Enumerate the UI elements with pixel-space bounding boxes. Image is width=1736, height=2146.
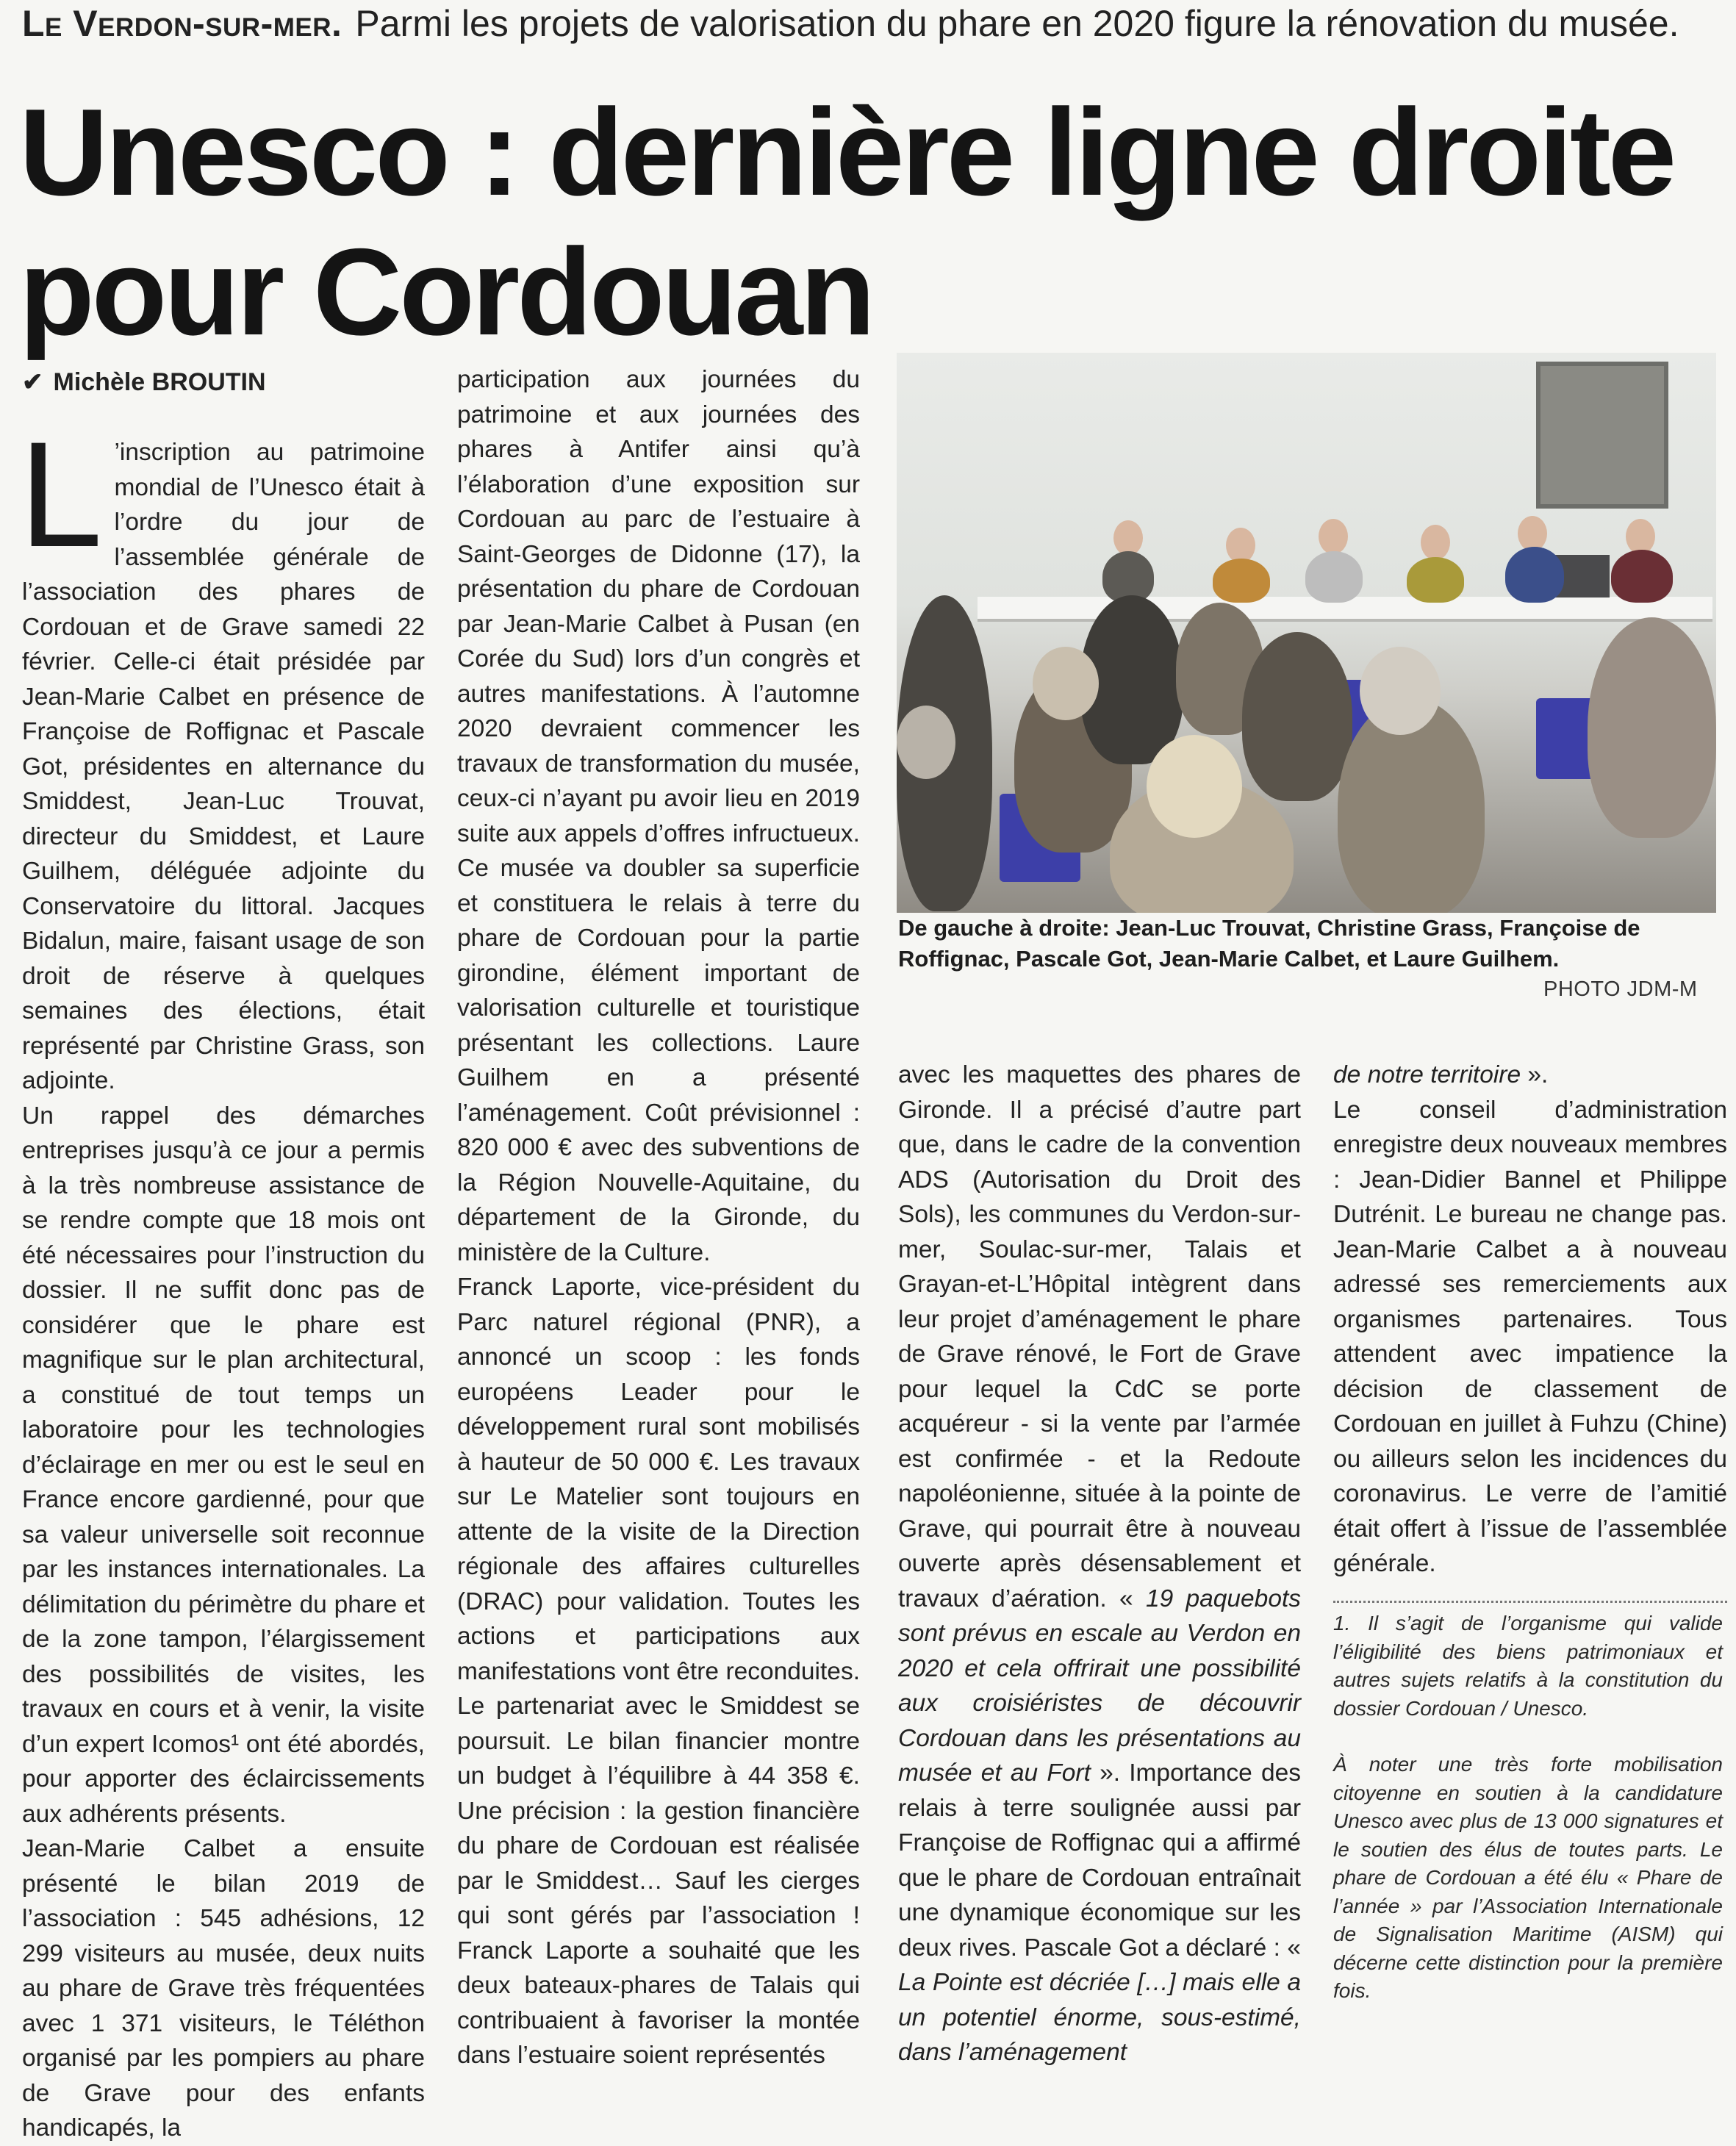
quote: 19 paquebots sont prévus en escale au Verdon en 2020 et cela offrirait une possibilité aux croisiéristes de découvrir Cordouan dans les présentations au musée et au Fort <box>898 1585 1302 1787</box>
panelist <box>1213 559 1270 603</box>
author-name: Michèle BROUTIN <box>53 368 266 396</box>
photo-credit: PHOTO JDM-M <box>1543 977 1698 1001</box>
article-paragraph <box>898 1058 1301 2070</box>
article-paragraph: Le conseil d’administration enregistre deux nouveaux membres : Jean-Didier Bannel et Philippe Dutrénit. Le bureau ne change pas. Jean-Marie Calbet a à nouveau adressé ses remerciements aux organismes partenaires. Tous attendent avec impatience la décision de classement de Cordouan en juillet à Fuhzu (Chine) ou ailleurs selon les incidences du coronavirus. Le verre de l’amitié était offert à l’issue de l’assemblée générale. <box>1333 1096 1727 1577</box>
panelist <box>1505 547 1564 603</box>
panelist-head <box>1518 516 1547 551</box>
drop-cap: L <box>19 411 103 578</box>
aside-note <box>1333 1751 1723 2006</box>
check-icon: ✔ <box>22 368 43 396</box>
panelist <box>1611 550 1673 603</box>
article-paragraph: participation aux journées du patrimoine et aux journées des phares à Antifer ainsi qu’à l’élaboration d’une exposition sur Cordouan au parc de l’estuaire à Saint-Georges de Didonne (17), la présentation du phare de Cordouan par Jean-Marie Calbet à Pusan (en Corée du Sud) lors d’un congrès et autres manifestations. À l’automne 2020 devraient commencer les travaux de transformation du musée, ceux-ci n’ayant pu avoir lieu en 2019 suite aux appels d’offres infructueux. Ce musée va doubler sa superficie et constituera le relais à terre du phare de Cordouan pour la partie girondine, élément important de valorisation culturelle et touristique présentant les collections. Laure Guilhem en a présenté l’aménagement. Coût prévisionnel : 820 000 € avec des subventions de la Région Nouvelle-Aquitaine, du département de la Gironde, du ministère de la Culture. <box>457 366 860 1266</box>
article-column-2 <box>457 362 860 2073</box>
panelist-head <box>1626 519 1655 554</box>
article-column-3 <box>898 1058 1301 2070</box>
footnote-text: 1. Il s’agit de l’organisme qui valide l’éligibilité des biens patrimoniaux et autres sujets relatifs à la constitution du dossier Cordouan / Unesco. <box>1333 1612 1723 1720</box>
aside-text: À noter une très forte mobilisation citoyenne en soutien à la candidature Unesco avec plus de 13 000 signatures et le soutien des élus de toutes parts. Le phare de Cordouan a été élu « Phare de l’année » par l’Association Internationale de Signalisation Maritime (AISM) qui décerne cette distinction pour la première fois. <box>1333 1753 1723 2002</box>
article-paragraph <box>1333 1058 1727 1093</box>
audience-head <box>1033 647 1099 720</box>
dotted-divider <box>1333 1601 1727 1603</box>
audience-head <box>897 706 955 779</box>
audience-head <box>1360 647 1441 735</box>
audience-head <box>1147 735 1242 838</box>
headline-line-2: pour Cordouan <box>19 223 873 361</box>
panelist <box>1407 557 1464 603</box>
paragraph-text: ». <box>1527 1061 1549 1088</box>
audience-member <box>1242 632 1352 801</box>
article-paragraph: Franck Laporte, vice-président du Parc naturel régional (PNR), a annoncé un scoop : les fonds européens Leader pour le développement rural sont mobilisés à hauteur de 50 000 €. Les travaux sur Le Matelier sont toujours en attente de la visite de la Direction régionale des affaires culturelles (DRAC) pour validation. Toutes les actions et participations aux manifestations vont être reconduites. Le partenariat avec le Smiddest se poursuit. Le bilan financier montre un budget à l’équilibre à 44 358 €. Une précision : la gestion financière du phare de Cordouan est réalisée par le Smiddest… Sauf les cierges qui sont gérés par l’association ! Franck Laporte a souhaité que les deux bateaux-phares de Talais qui contribuaient à favoriser la montée dans l’estuaire soient représentés <box>457 1274 860 2069</box>
panelist-head <box>1113 520 1143 556</box>
byline <box>22 366 434 398</box>
article-paragraph: Jean-Marie Calbet a ensuite présenté le bilan 2019 de l’association : 545 adhésions, 12 299 visiteurs au musée, deux nuits au phare de Grave très fréquentées avec 1 371 visiteurs, le Téléthon organisé par les pompiers au phare de Grave pour des enfants handicapés, la <box>22 1835 425 2142</box>
kicker <box>22 1 1727 46</box>
kicker-intro: Parmi les projets de valorisation du phare en 2020 figure la rénovation du musée. <box>355 3 1679 44</box>
article-column-4 <box>1333 1058 1727 1582</box>
paragraph-text: ». Importance des relais à terre soulignée aussi par Françoise de Roffignac qui a affirmé que le phare de Cordouan entraînait une dynamique économique sur les deux rives. Pascale Got a déclaré : « <box>898 1759 1302 1962</box>
headline-line-1: Unesco : dernière ligne droite <box>19 83 1674 221</box>
meeting-photo <box>897 353 1716 913</box>
paragraph-text: ’inscription au patrimoine mondial de l’Unesco était à l’ordre du jour de l’assemblée générale de l’association des phares de Cordouan et de Grave samedi 22 février. Celle-ci était présidée par Jean-Marie Calbet en présence de Françoise de Roffignac et Pascale Got, présidentes en alternance du Smiddest, Jean-Luc Trouvat, directeur du Smiddest, et Laure Guilhem, déléguée adjointe du Conservatoire du littoral. Jacques Bidalun, maire, faisant usage de son droit de réserve à quelques semaines des élections, était représenté par Christine Grass, son adjointe. <box>22 439 425 1094</box>
quote: de notre territoire <box>1333 1061 1521 1088</box>
panelist-head <box>1319 519 1348 554</box>
headline <box>19 82 1710 362</box>
kicker-location: Le Verdon-sur-mer. <box>22 3 342 44</box>
article-paragraph <box>19 411 425 1099</box>
audience-member <box>1588 617 1716 838</box>
quote: La Pointe est décriée […] mais elle a un potentiel énorme, sous-estimé, dans l’aménagement <box>898 1969 1301 2066</box>
wall-painting <box>1536 362 1668 509</box>
panelist-head <box>1421 525 1450 560</box>
article-column-1 <box>19 411 425 2146</box>
paragraph-text: avec les maquettes des phares de Gironde. Il a précisé d’autre part que, dans le cadre de la convention ADS (Autorisation du Droit des Sols), les communes du Verdon-sur-mer, Soulac-sur-mer, Talais et Grayan-et-L’Hôpital intègrent dans leur projet d’aménagement le phare de Grave rénové, le Fort de Grave pour lequel la CdC se porte acquéreur - si la vente par l’armée est confirmée - et la Redoute napoléonienne, située à la pointe de Grave, qui pourrait être à nouveau ouverte après désensablement et travaux d’aération. « <box>898 1061 1301 1612</box>
panelist-head <box>1226 528 1255 563</box>
article-paragraph: Un rappel des démarches entreprises jusqu’à ce jour a permis à la très nombreuse assistance de se rendre compte que 18 mois ont été nécessaires pour l’instruction du dossier. Il ne suffit donc pas de considérer que le phare est magnifique sur le plan architectural, a constitué de tout temps un laboratoire pour les technologies d’éclairage en mer ou est le seul en France encore gardienné, pour que sa valeur universelle soit reconnue par les instances internationales. La délimitation du périmètre du phare et de la zone tampon, l’élargissement des possibilités de visites, les travaux en cours et à venir, la visite d’un expert Icomos¹ ont été abordés, pour apporter des éclaircissements aux adhérents présents. <box>22 1102 425 1828</box>
photo-caption: De gauche à droite: Jean-Luc Trouvat, Christine Grass, Françoise de Roffignac, Pascale Got, Jean-Marie Calbet, et Laure Guilhem. <box>898 915 1640 972</box>
panelist <box>1305 551 1363 603</box>
footnote <box>1333 1610 1723 1723</box>
